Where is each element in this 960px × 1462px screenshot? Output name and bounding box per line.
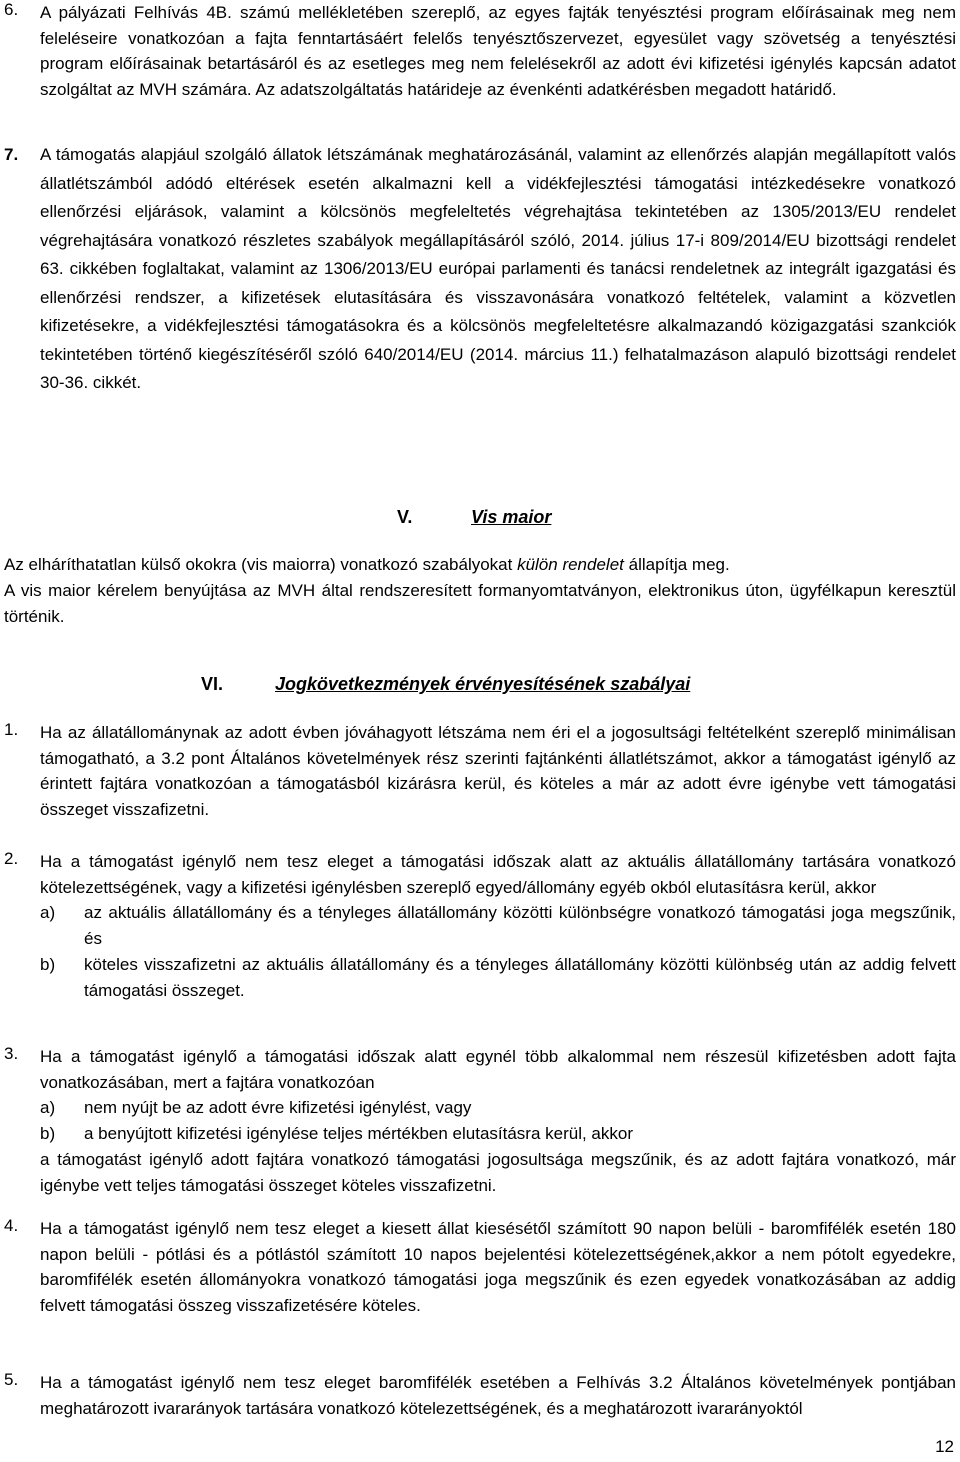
item-number: 2. — [4, 849, 19, 868]
sub-item-label: a) — [40, 1098, 56, 1118]
item-number: 5. — [4, 1370, 19, 1389]
section-roman-numeral: VI. — [201, 674, 224, 694]
sub-item — [40, 952, 956, 1003]
item-text: A támogatás alapjául szolgáló állatok létszámának meghatározásánál, valamint az ellenőrzés alapján megállapított valós állatlétszámból adódó eltérések esetén alkalmazni kell a vidékfejlesztési támogatási intézkedésekre vonatkozó ellenőrzési eljárások, valamint a kölcsönös megfeleltetés végrehajtása tekintetében az 1305/2013/EU rendelet végrehajtására vonatkozó részletes szabályok megállapításáról szóló, 2014. július 17-i 809/2014/EU bizottsági rendelet 63. cikkében foglaltakat, valamint az 1306/2013/EU európai parlamenti és tanácsi rendeletnek az integrált igazgatási és ellenőrzési rendszer, a kifizetések elutasítására és visszavonására vonatkozó feltételek, valamint a közvetlen kifizetésekre, a vidékfejlesztési támogatásokra és a kölcsönös megfeleltetésre alkalmazandó közigazgatási szankciók tekintetében történő kiegészítéséről szóló 640/2014/EU (2014. március 11.) felhatalmazáson alapuló bizottsági rendelet 30-36. cikkét. — [40, 145, 956, 392]
item-text: Ha az állatállománynak az adott évben jóváhagyott létszáma nem éri el a jogosultsági feltételként szereplő minimálisan támogatható, a 3.2 pont Általános követelmények rész szerinti fajtánkénti állatlétszámot, akkor a támogatást igénylő az érintett fajtára vonatkozóan a támogatásból kizárásra kerül, és köteles a már az adott évre igénybe vett támogatási összeget visszafizetni. — [40, 723, 956, 820]
section-title: Jogkövetkezmények érvényesítésének szabályai — [275, 674, 691, 694]
section-roman-numeral: V. — [397, 507, 413, 527]
sub-item-text: nem nyújt be az adott évre kifizetési igénylést, vagy — [84, 1098, 472, 1118]
item-number: 6. — [4, 0, 19, 19]
list-item — [4, 720, 956, 823]
item-number: 3. — [4, 1044, 19, 1063]
paragraph-text: Az elháríthatatlan külső okokra (vis maiorra) vonatkozó szabályokat — [4, 555, 518, 574]
item-text: Ha a támogatást igénylő nem tesz eleget a kiesett állat kiesésétől számított 90 napon belüli - baromfifélék esetén 180 napon belüli - pótlási és a pótlástól számított 10 napos bejelentési kötelezettségének,akkor a nem pótolt egyedekre, baromfifélék esetén állományokra vonatkozó támogatási joga megszűnik és ezen egyedek vonatkozásában az addig felvett támogatási összeg visszafizetésére köteles. — [40, 1219, 956, 1316]
item-number: 4. — [4, 1216, 19, 1235]
list-item-7 — [4, 141, 956, 398]
sub-item-label: a) — [40, 903, 56, 923]
section-title: Vis maior — [471, 507, 552, 527]
sub-item — [40, 1095, 956, 1121]
page-number: 12 — [935, 1437, 954, 1456]
sub-item-text: az aktuális állatállomány és a tényleges állatállomány közötti különbségre vonatkozó támogatási joga megszűnik, és — [84, 903, 956, 949]
paragraph-text: állapítja meg. — [623, 555, 730, 574]
list-item — [4, 1216, 956, 1319]
list-item-6 — [4, 0, 956, 103]
sub-item — [40, 900, 956, 951]
item-number: 7. — [4, 145, 19, 164]
paragraph-italic-text: külön rendelet — [517, 555, 624, 574]
item-text: Ha a támogatást igénylő nem tesz eleget a támogatási időszak alatt az aktuális állatállomány tartására vonatkozó kötelezettségének, vagy a kifizetési igénylésben szereplő egyed/állomány egyéb okból elutasításra kerül, akkor — [40, 852, 956, 897]
vis-maior-paragraph-2: A vis maior kérelem benyújtása az MVH által rendszeresített formanyomtatványon, elektronikus úton, ügyfélkapun keresztül történik. — [4, 581, 956, 626]
sub-item — [40, 1121, 956, 1147]
list-item — [4, 849, 956, 1003]
item-text: Ha a támogatást igénylő nem tesz eleget baromfifélék esetében a Felhívás 3.2 Általános követelmények pontjában meghatározott ivararányok tartására vonatkozó kötelezettségének, és a meghatározott ivararányoktól — [40, 1373, 956, 1418]
item-text: A pályázati Felhívás 4B. számú mellékletében szereplő, az egyes fajták tenyésztési program előírásainak meg nem feleléseire vonatkozóan a fajta fenntartásáért felelős tenyésztőszervezet, egyesület vagy szövetség a tenyésztési program előírásainak betartásáról és az esetleges meg nem felelésekről az adott évi kifizetési igénylés kapcsán adatot szolgáltat az MVH számára. Az adatszolgáltatás határideje az évenkénti adatkérésben megadott határidő. — [40, 3, 956, 100]
list-item — [4, 1370, 956, 1421]
sub-item-label: b) — [40, 954, 56, 974]
sub-item-text: köteles visszafizetni az aktuális állatállomány és a tényleges állatállomány közötti különbség után az addig felvett támogatási összeget. — [84, 954, 956, 1000]
vis-maior-paragraph-1 — [4, 552, 956, 578]
list-item — [4, 1044, 956, 1198]
item-text: Ha a támogatást igénylő a támogatási időszak alatt egynél több alkalommal nem részesül kifizetésben adott fajta vonatkozásában, mert a fajtára vonatkozóan — [40, 1047, 956, 1092]
sub-item-text: a benyújtott kifizetési igénylése teljes mértékben elutasításra kerül, akkor — [84, 1124, 633, 1144]
item-continuation-text: a támogatást igénylő adott fajtára vonatkozó támogatási jogosultsága megszűnik, és az adott fajtára vonatkozó, már igénybe vett teljes támogatási összeget köteles visszafizetni. — [40, 1149, 956, 1195]
sub-item-label: b) — [40, 1124, 56, 1144]
item-number: 1. — [4, 720, 19, 739]
